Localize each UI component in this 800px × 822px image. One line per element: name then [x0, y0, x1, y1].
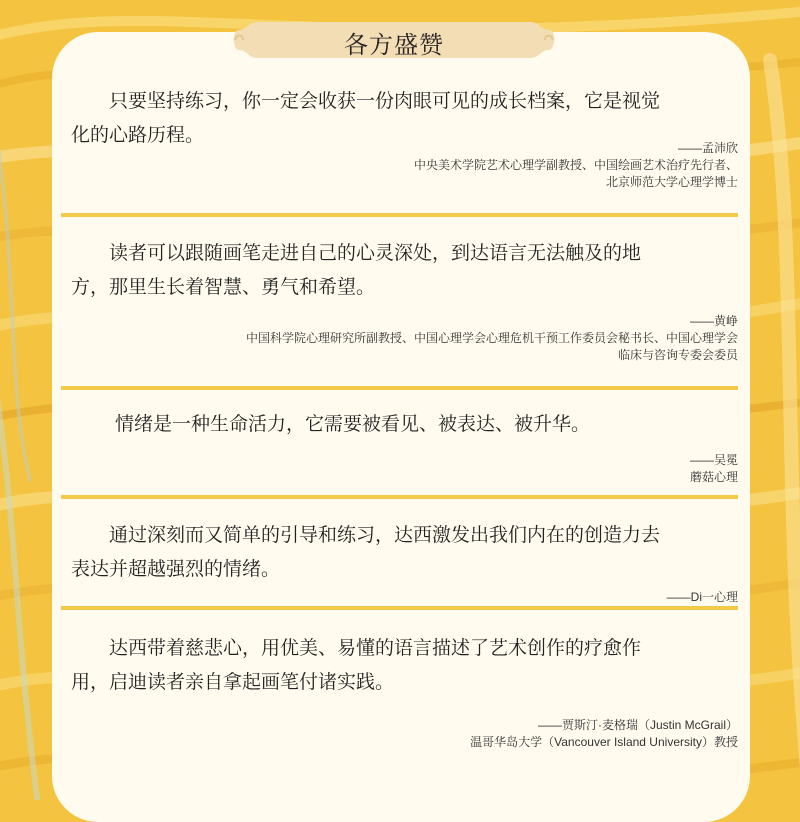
divider [61, 213, 738, 217]
attribution-author: ——Di一心理 [666, 590, 738, 604]
attribution-title: 温哥华岛大学（Vancouver Island University）教授 [470, 735, 738, 749]
quote-text: 情绪是一种生命活力，它需要被看见、被表达、被升华。 [115, 413, 591, 435]
attribution-author: ——孟沛欣 [677, 141, 738, 155]
attribution-title: 北京师范大学心理学博士 [605, 175, 738, 189]
attribution-title: 中央美术学院艺术心理学副教授、中国绘画艺术治疗先行者、 [413, 158, 738, 172]
quote-text: 通过深刻而又简单的引导和练习，达西激发出我们内在的创造力去表达并超越强烈的情绪。 [71, 524, 661, 580]
attribution-author: ——黄峥 [689, 314, 738, 328]
quote-attribution [98, 717, 738, 751]
quote-text: 达西带着慈悲心，用优美、易懂的语言描述了艺术创作的疗愈作用，启迪读者亲自拿起画笔付诸实践。 [71, 637, 642, 693]
quote-attribution [98, 452, 738, 486]
attribution-title: 临床与咨询专委会委员 [617, 348, 738, 362]
title-banner [233, 16, 555, 64]
attribution-title: 中国科学院心理研究所副教授、中国心理学会心理危机干预工作委员会秘书长、中国心理学会 [245, 331, 738, 345]
attribution-title: 蘑菇心理 [689, 470, 738, 484]
quote-attribution [98, 313, 738, 364]
quote-attribution [98, 589, 738, 606]
quote-attribution [98, 140, 738, 191]
divider [61, 495, 738, 499]
quote-text: 读者可以跟随画笔走进自己的心灵深处，到达语言无法触及的地方，那里生长着智慧、勇气和希望。 [71, 242, 642, 298]
page-title: 各方盛赞 [344, 31, 444, 59]
attribution-author: ——吴冕 [689, 453, 738, 467]
attribution-author: ——贾斯汀·麦格瑞（Justin McGrail） [537, 718, 738, 732]
divider [61, 386, 738, 390]
divider [61, 606, 738, 610]
quote-text: 只要坚持练习，你一定会收获一份肉眼可见的成长档案，它是视觉化的心路历程。 [71, 90, 661, 146]
